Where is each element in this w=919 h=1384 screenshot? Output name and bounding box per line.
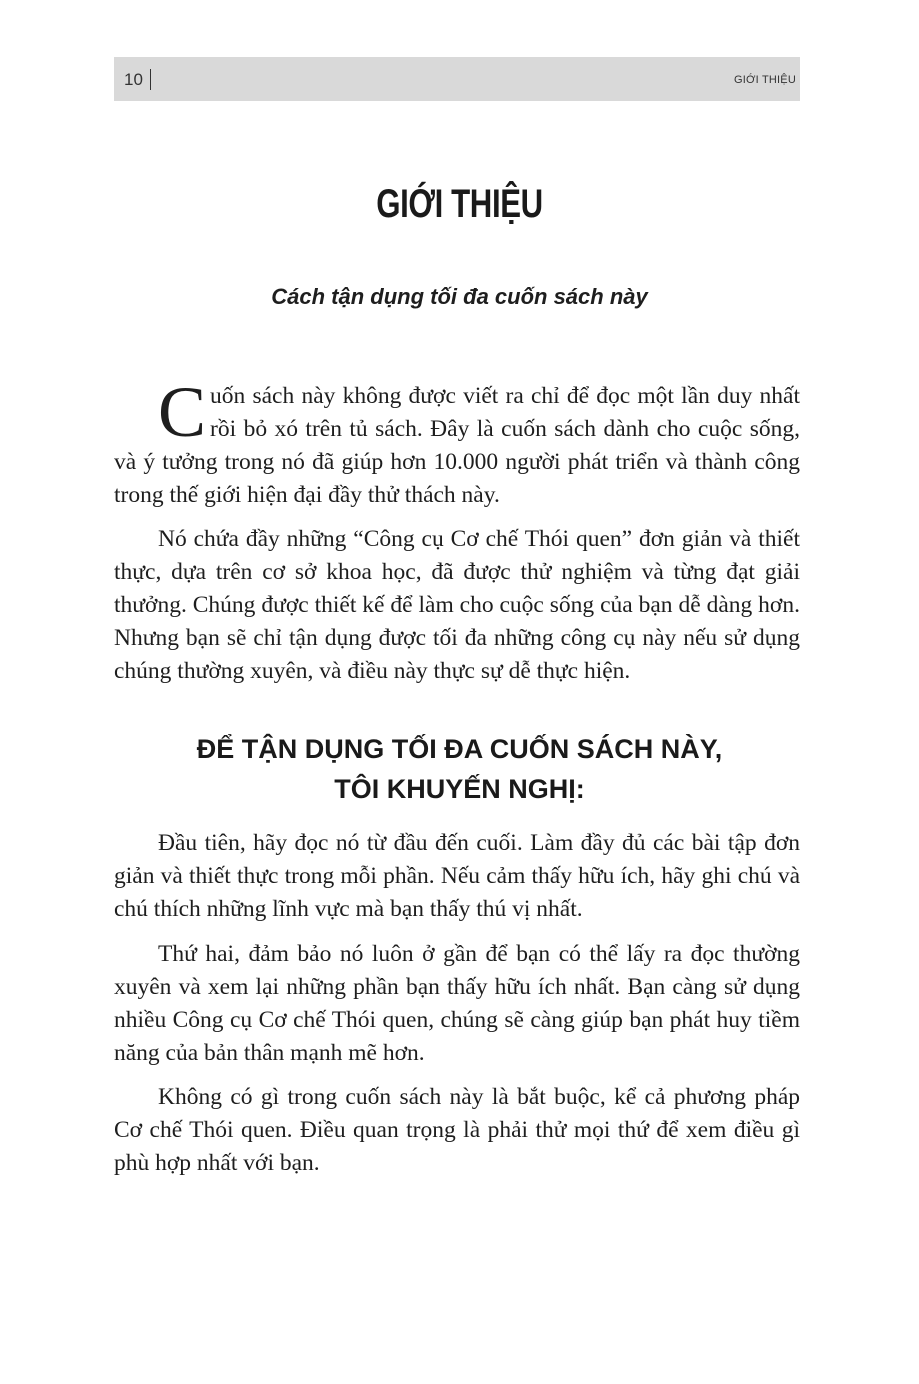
drop-cap: C [158,372,207,452]
chapter-title: GIỚI THIỆU [376,182,543,226]
section-heading-line-1: ĐỂ TẬN DỤNG TỐI ĐA CUỐN SÁCH NÀY, [196,734,723,764]
section-heading [0,729,919,809]
paragraph-second: Thứ hai, đảm bảo nó luôn ở gần để bạn có thể lấy ra đọc thường xuyên và xem lại những phần bạn thấy hữu ích nhất. Bạn càng sử dụng nhiều Công cụ Cơ chế Thói quen, chúng sẽ càng giúp bạn phát huy tiềm năng của bản thân mạnh mẽ hơn. [114,941,800,1066]
paragraph-tools: Nó chứa đầy những “Công cụ Cơ chế Thói quen” đơn giản và thiết thực, dựa trên cơ sở khoa học, đã được thử nghiệm và từng đạt giải thưởng. Chúng được thiết kế để làm cho cuộc sống của bạn dễ dàng hơn. Nhưng bạn sẽ chỉ tận dụng được tối đa những công cụ này nếu sử dụng chúng thường xuyên, và điều này thực sự dễ thực hiện. [114,526,800,684]
running-head: GIỚI THIỆU [734,74,796,86]
page-number: 10 [124,70,143,89]
intro-paragraph [114,372,800,512]
page-header [114,57,800,101]
paragraph-first: Đầu tiên, hãy đọc nó từ đầu đến cuối. Làm đầy đủ các bài tập đơn giản và thiết thực trong mỗi phần. Nếu cảm thấy hữu ích, hãy ghi chú và chú thích những lĩnh vực mà bạn thấy thú vị nhất. [114,830,800,922]
header-divider [150,69,151,90]
section-heading-line-2: TÔI KHUYẾN NGHỊ: [334,774,585,804]
chapter-subtitle: Cách tận dụng tối đa cuốn sách này [271,284,648,309]
paragraph-nothing-mandatory: Không có gì trong cuốn sách này là bắt buộc, kể cả phương pháp Cơ chế Thói quen. Điều quan trọng là phải thử mọi thứ để xem điều gì phù hợp nhất với bạn. [114,1084,800,1176]
intro-paragraph-text: uốn sách này không được viết ra chỉ để đọc một lần duy nhất rồi bỏ xó trên tủ sách. Đây là cuốn sách dành cho cuộc sống, và ý tưởng trong nó đã giúp hơn 10.000 người phát triển và thành công trong thế giới hiện đại đầy thử thách này. [114,383,800,508]
